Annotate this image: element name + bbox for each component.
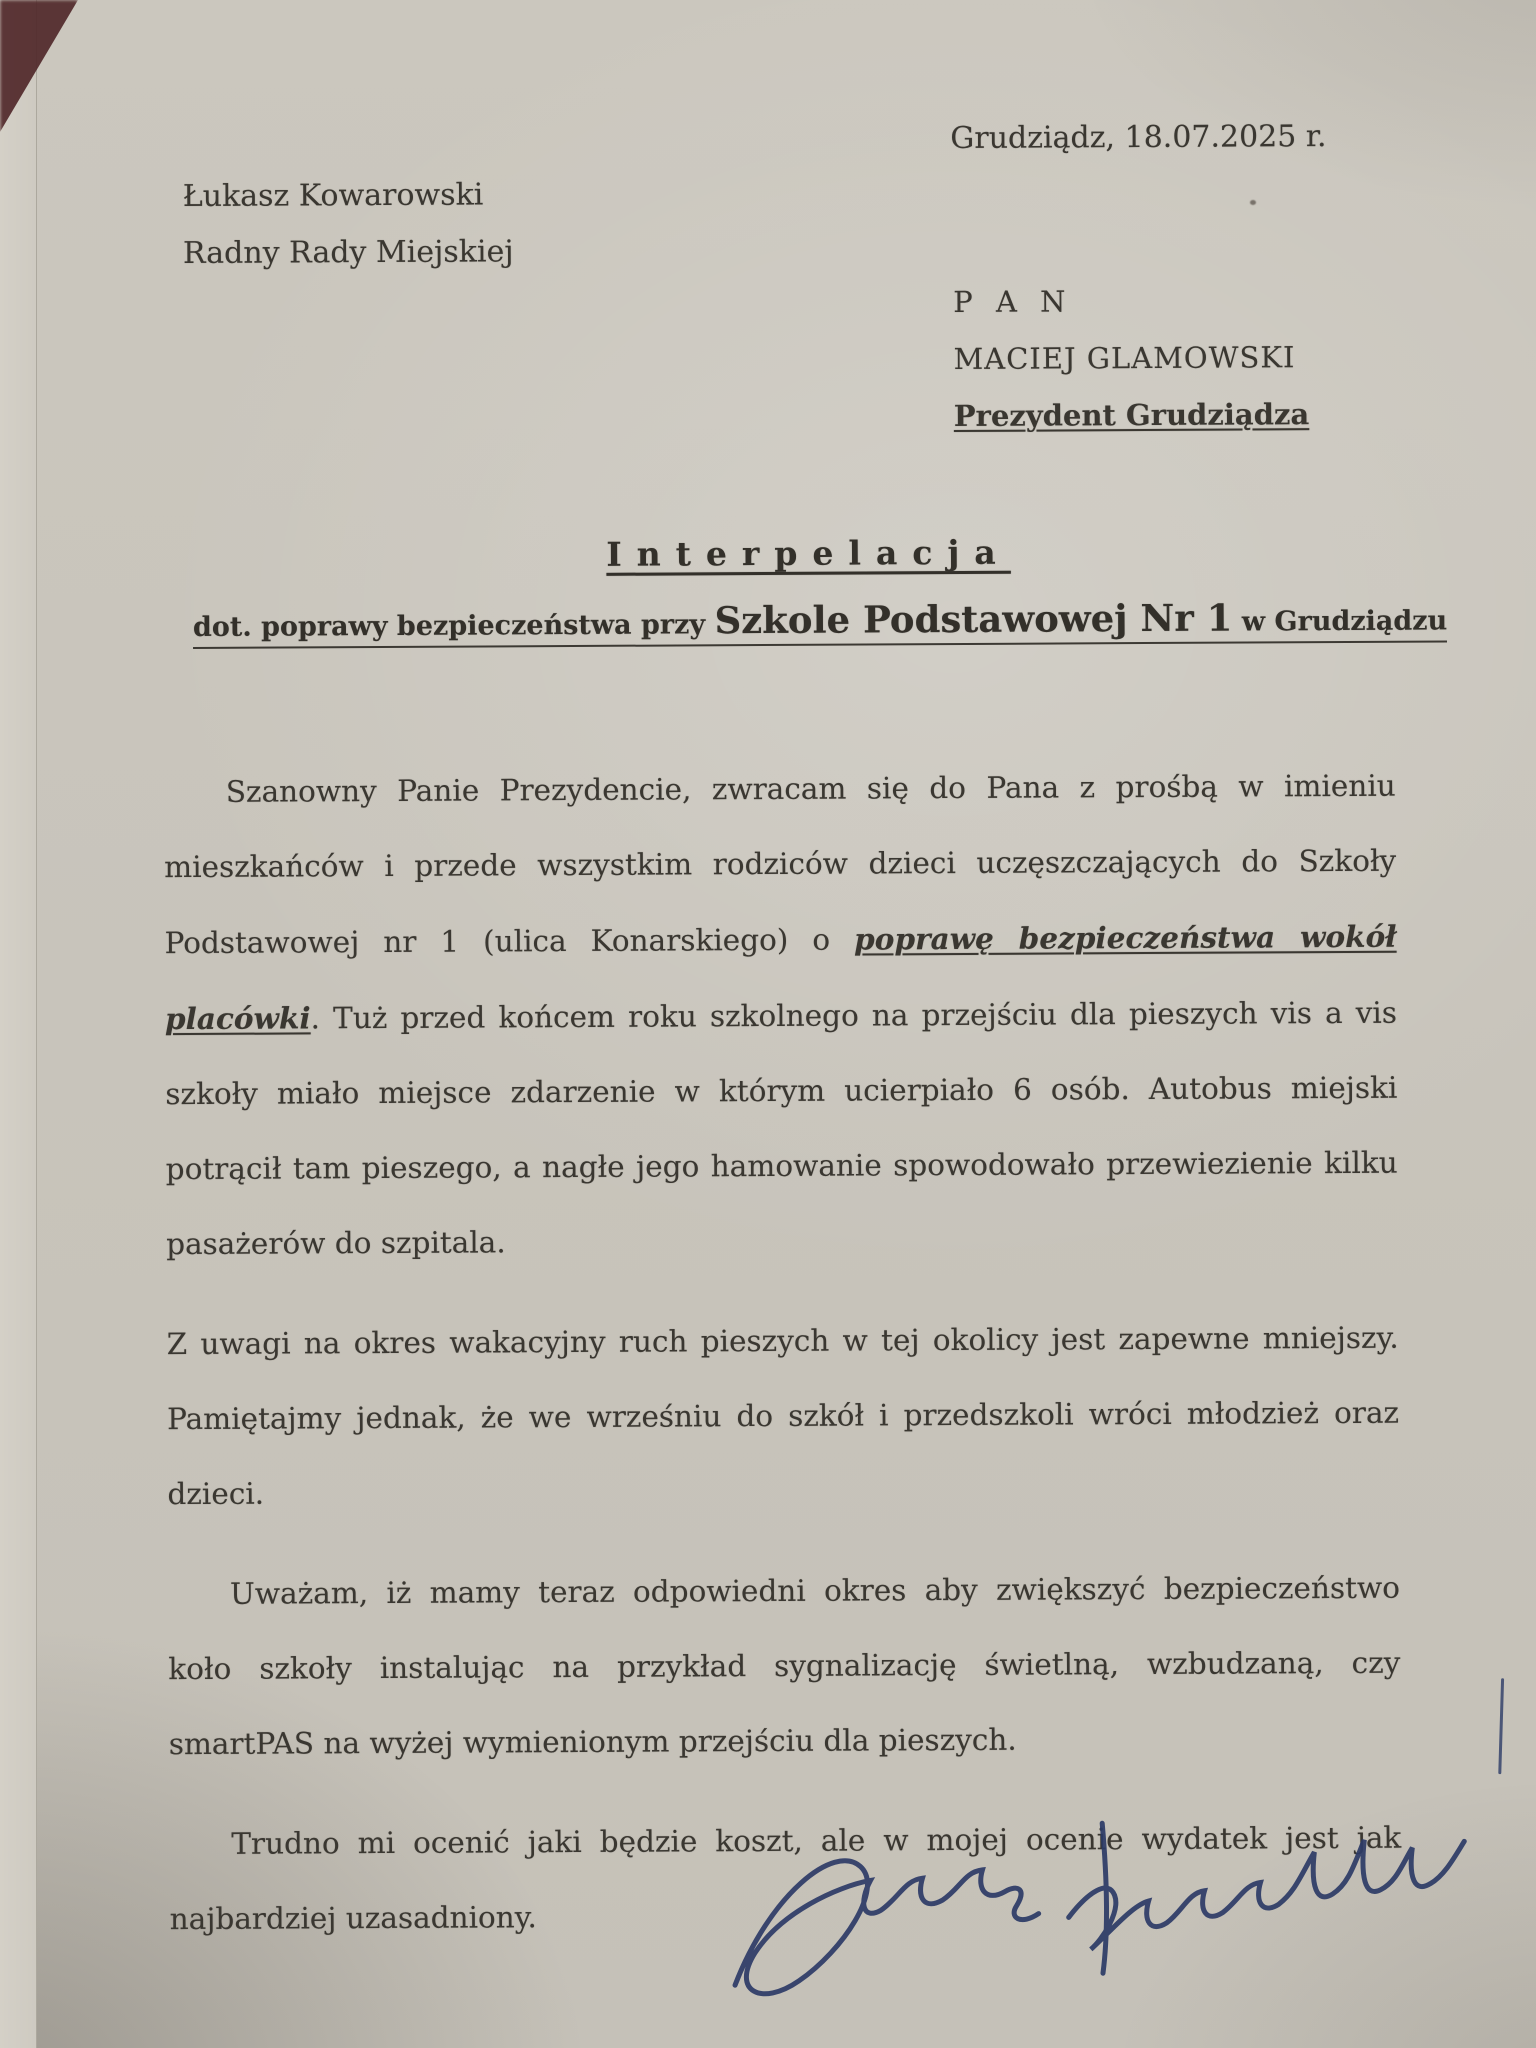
subject-line: [193, 594, 1448, 649]
letter-title: Interpelacja: [606, 532, 1011, 574]
subject-suffix: w Grudziądzu: [1232, 605, 1448, 638]
paragraph-4: Trudno mi ocenić jaki będzie koszt, ale w mojej ocenie wydatek jest jak najbardziej uzasadniony.: [169, 1820, 1402, 1937]
sender-name: Łukasz Kowarowski: [182, 177, 484, 215]
recipient-role: Prezydent Grudziądza: [953, 397, 1310, 434]
date-line: Grudziądz, 18.07.2025 r.: [950, 119, 1327, 157]
paragraph-1: [164, 749, 1399, 1282]
handwritten-signature: [664, 1791, 1505, 2035]
subject-line-wrap: [163, 595, 1448, 650]
recipient-name: MACIEJ GLAMOWSKI: [953, 340, 1296, 377]
paragraph-3: Uważam, iż mamy teraz odpowiedni okres aby zwiększyć bezpieczeństwo koło szkoły instalując na przykład sygnalizację świetlną, wzbudzaną, czy smartPAS na wyżej wymienionym przejściu dla pieszych.: [168, 1570, 1401, 1762]
subject-prefix: dot. poprawy bezpieczeństwa przy: [192, 609, 715, 644]
paragraph-1-text-a: Szanowny Panie Prezydencie, zwracam się do Pana z prośbą w imieniu mieszkańców i przede wszystkim rodziców dzieci uczęszczających do Szkoły Podstawowej nr 1 (ulica Konarskiego) o: [164, 768, 1397, 961]
recipient-salutation: P A N: [953, 284, 1073, 320]
subject-emphasis: Szkole Podstawowej Nr 1: [714, 595, 1233, 643]
sender-role: Radny Rady Miejskiej: [182, 234, 514, 272]
stray-pen-stroke: [1498, 1678, 1504, 1774]
paragraph-1-emphasis: poprawę bezpieczeństwa wokół placówki: [164, 918, 1397, 1037]
paragraph-2: Z uwagi na okres wakacyjny ruch pieszych w tej okolicy jest zapewne mniejszy. Pamiętajmy jednak, że we wrześniu do szkół i przedszkoli wróci młodzież oraz dzieci.: [166, 1320, 1400, 1512]
paragraph-1-text-b: . Tuż przed końcem roku szkolnego na przejściu dla pieszych vis a vis szkoły miało miejsce zdarzenie w którym ucierpiało 6 osób. Autobus miejski potrącił tam pieszego, a nagłe jego hamowanie spowodowało przewiezienie kilku pasażerów do szpitala.: [165, 995, 1398, 1262]
